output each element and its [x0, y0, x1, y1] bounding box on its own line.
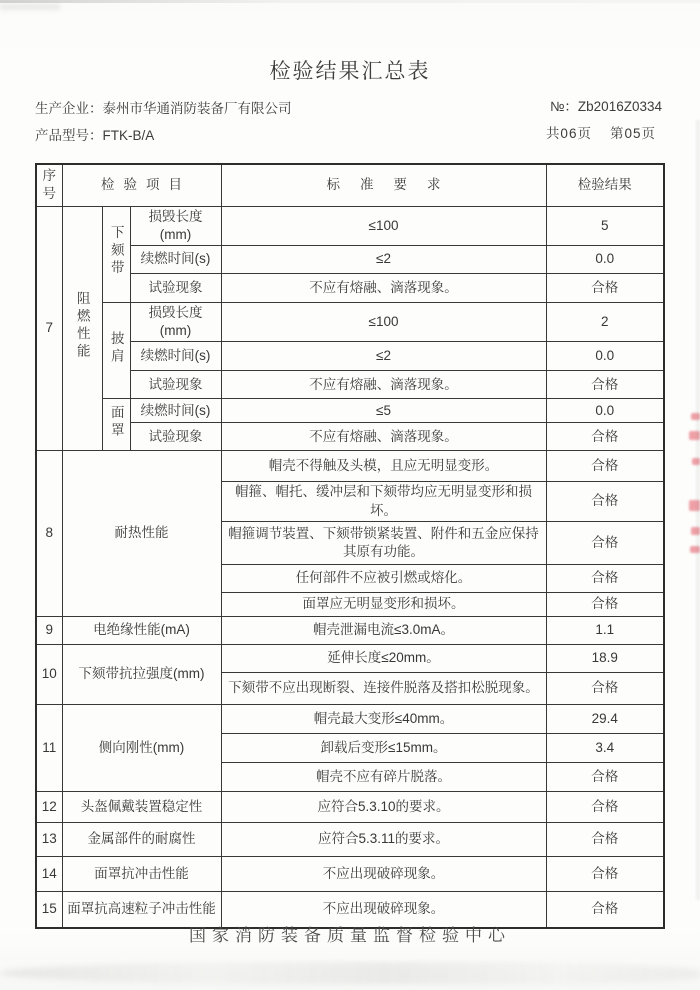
cell-standard: 帽箍调节装置、下颏带锁紧装置、附件和五金应保持其原有功能。 — [221, 521, 546, 564]
cell-result: 0.0 — [546, 342, 664, 371]
product-model-label: 产品型号： — [35, 128, 103, 143]
report-number-line — [550, 95, 662, 115]
cell-item: 试验现象 — [130, 273, 221, 302]
table-row — [36, 822, 664, 856]
cell-standard: 不应出现破碎现象。 — [221, 891, 546, 928]
part-vertical-text: 披肩 — [108, 330, 124, 366]
cell-result: 合格 — [546, 371, 664, 399]
table-row — [36, 302, 664, 341]
table-row — [36, 644, 664, 672]
cell-item: 续燃时间(s) — [130, 399, 221, 423]
cell-result: 合格 — [546, 822, 664, 856]
cell-result: 合格 — [546, 482, 664, 521]
pages-total: 共06页 — [545, 126, 592, 141]
report-no-value: Zb2016Z0334 — [577, 99, 662, 114]
cell-category: 面罩抗高速粒子冲击性能 — [62, 891, 221, 928]
issuing-authority: 国家消防装备质量监督检验中心 — [189, 926, 511, 945]
cell-result: 18.9 — [546, 644, 664, 672]
table-row — [36, 704, 664, 733]
cell-category: 面罩抗冲击性能 — [62, 856, 221, 891]
cell-standard: 面罩应无明显变形和损坏。 — [221, 592, 546, 616]
scan-smudge-artifact — [0, 4, 60, 10]
cell-standard: 卸载后变形≤15mm。 — [221, 733, 546, 762]
cell-category: 头盔佩戴装置稳定性 — [62, 791, 221, 822]
manufacturer-line — [35, 97, 292, 117]
results-table — [35, 163, 665, 929]
category-vertical-text: 阻燃性能 — [74, 290, 90, 361]
cell-standard: ≤2 — [221, 342, 546, 371]
cell-result: 0.0 — [546, 245, 664, 273]
header-item: 检验项目 — [62, 164, 221, 206]
table-row — [36, 399, 664, 423]
cell-standard: 帽壳最大变形≤40mm。 — [221, 704, 546, 733]
cell-category: 电绝缘性能(mA) — [62, 616, 221, 644]
cell-seq-no: 14 — [36, 856, 62, 891]
table-row — [36, 616, 664, 644]
scan-right-edge-artifact — [696, 120, 700, 900]
table-row — [36, 273, 664, 302]
cell-result: 合格 — [546, 423, 664, 451]
manufacturer-value: 泰州市华通消防装备厂有限公司 — [102, 101, 292, 116]
cell-seq-no: 11 — [36, 704, 62, 791]
cell-standard: 不应有熔融、滴落现象。 — [221, 423, 546, 451]
table-row — [36, 856, 664, 891]
cell-item: 损毁长度(mm) — [130, 206, 221, 245]
cell-part — [102, 399, 130, 451]
cell-category: 侧向刚性(mm) — [62, 704, 221, 791]
table-row — [36, 423, 664, 451]
cell-result: 29.4 — [546, 704, 664, 733]
cell-result: 合格 — [546, 672, 664, 704]
cell-item: 损毁长度(mm) — [130, 302, 221, 341]
cell-standard: 帽壳泄漏电流≤3.0mA。 — [221, 616, 546, 644]
cell-item: 试验现象 — [130, 371, 221, 399]
table-row — [36, 791, 664, 822]
cell-result: 1.1 — [546, 616, 664, 644]
cell-result: 5 — [546, 206, 664, 245]
table-row — [36, 245, 664, 273]
cell-seq-no: 12 — [36, 791, 62, 822]
cell-result: 合格 — [546, 451, 664, 482]
cell-result: 合格 — [546, 564, 664, 592]
header-no: 序号 — [36, 164, 62, 206]
product-model-value: FTK-B/A — [102, 128, 155, 143]
part-vertical-text: 下颏带 — [108, 225, 124, 278]
cell-seq-no: 10 — [36, 644, 62, 704]
cell-result: 合格 — [546, 592, 664, 616]
cell-standard: 任何部件不应被引燃或熔化。 — [221, 564, 546, 592]
pagination-line — [546, 122, 656, 142]
cell-seq-no: 7 — [36, 206, 62, 451]
cell-result: 合格 — [546, 521, 664, 564]
scan-bottom-shadow-artifact — [0, 962, 700, 984]
table-row — [36, 206, 664, 245]
cell-standard: ≤100 — [221, 302, 546, 341]
cell-result: 0.0 — [546, 399, 664, 423]
cell-category: 下颏带抗拉强度(mm) — [62, 644, 221, 704]
cell-standard: 下颏带不应出现断裂、连接件脱落及搭扣松脱现象。 — [221, 672, 546, 704]
cell-result: 合格 — [546, 273, 664, 302]
cell-standard: 不应有熔融、滴落现象。 — [221, 371, 546, 399]
cell-standard: 应符合5.3.11的要求。 — [221, 822, 546, 856]
cell-item: 试验现象 — [130, 423, 221, 451]
cell-result: 合格 — [546, 891, 664, 928]
cell-result: 3.4 — [546, 733, 664, 762]
cell-part — [102, 206, 130, 302]
page-title: 检验结果汇总表 — [269, 60, 431, 83]
cell-category: 金属部件的耐腐性 — [62, 822, 221, 856]
cell-standard: 延伸长度≤20mm。 — [221, 644, 546, 672]
scan-top-edge-artifact — [0, 0, 700, 3]
cell-standard: 帽壳不应有碎片脱落。 — [221, 762, 546, 791]
manufacturer-label: 生产企业： — [35, 101, 103, 116]
cell-seq-no: 15 — [36, 891, 62, 928]
cell-standard: 不应出现破碎现象。 — [221, 856, 546, 891]
cell-standard: ≤2 — [221, 245, 546, 273]
cell-result: 2 — [546, 302, 664, 341]
cell-standard: ≤5 — [221, 399, 546, 423]
report-no-label: №： — [549, 99, 578, 114]
page-current: 第05页 — [609, 126, 656, 141]
cell-category: 耐热性能 — [62, 451, 221, 616]
table-row — [36, 342, 664, 371]
cell-standard: ≤100 — [221, 206, 546, 245]
cell-result: 合格 — [546, 856, 664, 891]
header-result: 检验结果 — [546, 164, 664, 206]
product-model-line — [35, 124, 154, 144]
cell-category — [62, 206, 102, 451]
cell-standard: 帽箍、帽托、缓冲层和下颏带均应无明显变形和损坏。 — [221, 482, 546, 521]
cell-seq-no: 9 — [36, 616, 62, 644]
cell-standard: 帽壳不得触及头模，且应无明显变形。 — [221, 451, 546, 482]
cell-standard: 不应有熔融、滴落现象。 — [221, 273, 546, 302]
cell-item: 续燃时间(s) — [130, 245, 221, 273]
table-row — [36, 371, 664, 399]
cell-result: 合格 — [546, 762, 664, 791]
cell-seq-no: 8 — [36, 451, 62, 616]
cell-seq-no: 13 — [36, 822, 62, 856]
cell-result: 合格 — [546, 791, 664, 822]
cell-part — [102, 302, 130, 398]
part-vertical-text: 面罩 — [108, 404, 124, 440]
table-row — [36, 451, 664, 482]
header-standard: 标准要求 — [221, 164, 546, 206]
cell-item: 续燃时间(s) — [130, 342, 221, 371]
cell-standard: 应符合5.3.10的要求。 — [221, 791, 546, 822]
